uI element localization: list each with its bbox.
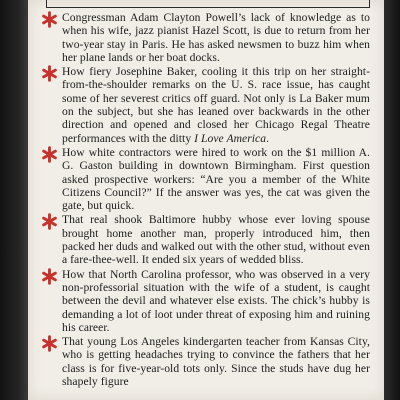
red-asterisk-icon	[41, 213, 58, 230]
gossip-item-text: How that North Carolina professor, who was observed in a very non-professorial situation with the wife of a student, is caught between the devil and whatever else exists. The chick’s hubby is demanding a lot of loot under threat of exposing him and ruining his career.	[62, 267, 370, 334]
scan-edge-left	[0, 0, 28, 400]
gossip-item	[28, 268, 384, 334]
column-top-rule	[46, 0, 370, 8]
red-asterisk-icon	[41, 268, 58, 285]
gossip-item-text: That real shook Baltimore hubby whose ever loving spouse brought home another man, properly introduced him, then packed her duds and walked out with the other stud, without even a fare-thee-well. It ended six years of wedded bliss.	[62, 213, 370, 267]
gossip-item-text: That young Los Angeles kindergarten teacher from Kansas City, who is getting headaches trying to convince the fathers that her class is for five-year-old tots only. Since the studs have dug her shapely figure	[62, 335, 370, 389]
gossip-item-text: Congressman Adam Clayton Powell’s lack of knowledge as to when his wife, jazz pianist Hazel Scott, is due to return from her two-year stay in Paris. He has asked newsmen to buzz him when her plane lands or her boat docks.	[62, 11, 370, 64]
gossip-items-list	[28, 11, 384, 389]
gossip-item	[28, 65, 384, 145]
gossip-item	[28, 11, 384, 64]
song-title: I Love America	[194, 131, 267, 145]
gossip-item	[28, 146, 384, 212]
red-asterisk-icon	[41, 335, 58, 352]
red-asterisk-icon	[41, 11, 58, 28]
scan-edge-right	[384, 0, 400, 400]
gossip-item-text: How white contractors were hired to work on the $1 million A. G. Gaston building in downtown Birmingham. First question asked prospective workers: “Are you a member of the White Citizens Council?” If the answer was yes, the cat was given the gate, but quick.	[62, 145, 370, 213]
gossip-item-text-end: .	[266, 131, 270, 145]
gossip-item-text: How fiery Josephine Baker, cooling it this trip on her straight-from-the-shoulder remarks on the U. S. race issue, has caught some of her severest critics off guard. Not only is La Baker mum on the subject, but she has leaned over backwards in the other direction and opened and closed her Chicago Regal Theatre performances with the ditty	[62, 65, 370, 145]
gossip-item	[28, 335, 384, 388]
red-asterisk-icon	[41, 146, 58, 163]
red-asterisk-icon	[41, 65, 58, 82]
gossip-item	[28, 213, 384, 266]
clipping-page	[28, 0, 384, 400]
